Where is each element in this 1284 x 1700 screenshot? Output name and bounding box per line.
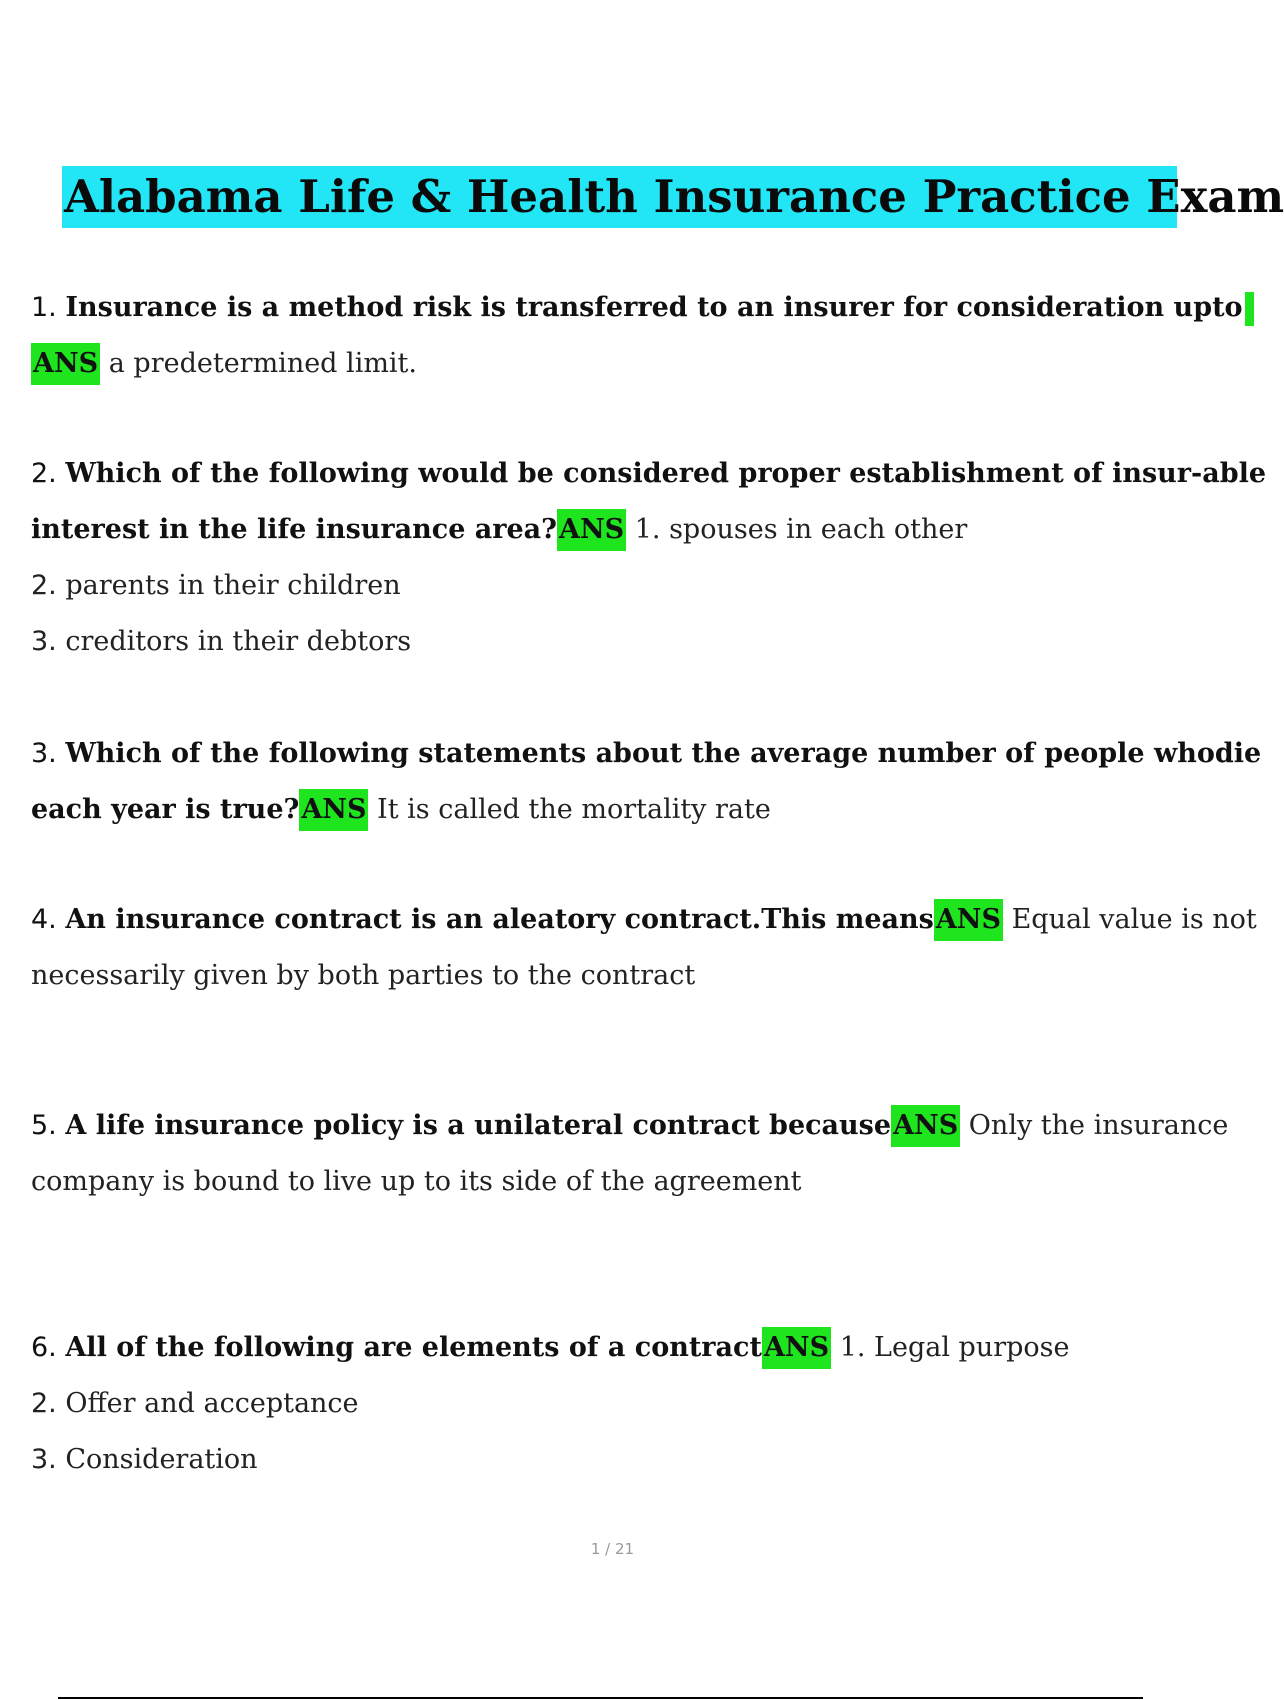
answer-text: Equal value is not	[1011, 904, 1257, 935]
answer-text: It is called the mortality rate	[377, 794, 771, 825]
question-1	[31, 280, 1243, 392]
question-number: 6.	[31, 1332, 57, 1363]
question-6	[31, 1320, 1181, 1488]
ans-label: ANS	[891, 1105, 960, 1147]
answer-text: 1. Legal purpose	[839, 1332, 1070, 1363]
question-stem: each year is true?	[31, 794, 300, 825]
question-stem: Insurance is a method risk is transferred to an insurer for consideration upto	[65, 292, 1243, 323]
question-number: 4.	[31, 904, 57, 935]
question-number: 5.	[31, 1110, 57, 1141]
answer-item: 2. Offer and acceptance	[31, 1388, 359, 1419]
question-2	[31, 446, 1267, 670]
ans-label: ANS	[31, 343, 100, 385]
answer-item: 3. creditors in their debtors	[31, 626, 412, 657]
page-title: Alabama Life & Health Insurance Practice Exam	[62, 166, 1177, 228]
answer-text: necessarily given by both parties to the contract	[31, 960, 696, 991]
highlight-mark	[1245, 292, 1254, 326]
page-number: 1 / 21	[590, 1540, 635, 1558]
question-stem: Which of the following would be considered proper establishment of insur-able	[65, 458, 1267, 489]
answer-text: a predetermined limit.	[108, 348, 417, 379]
answer-text: company is bound to live up to its side of the agreement	[31, 1166, 802, 1197]
answer-item: 2. parents in their children	[31, 570, 401, 601]
answer-text: Only the insurance	[968, 1110, 1229, 1141]
question-stem: A life insurance policy is a unilateral contract because	[65, 1110, 892, 1141]
answer-item: 3. Consideration	[31, 1444, 258, 1475]
ans-label: ANS	[762, 1327, 831, 1369]
ans-label: ANS	[934, 899, 1003, 941]
ans-label: ANS	[557, 509, 626, 551]
question-stem: An insurance contract is an aleatory contract.This means	[65, 904, 934, 935]
question-stem: interest in the life insurance area?	[31, 514, 557, 545]
question-4	[31, 892, 1257, 1004]
question-number: 1.	[31, 292, 57, 323]
ans-label: ANS	[299, 789, 368, 831]
question-3	[31, 726, 1262, 838]
question-number: 2.	[31, 458, 57, 489]
bottom-divider	[58, 1697, 1143, 1699]
answer-text: 1. spouses in each other	[634, 514, 968, 545]
question-5	[31, 1098, 1229, 1210]
question-stem: All of the following are elements of a contract	[65, 1332, 762, 1363]
question-number: 3.	[31, 738, 57, 769]
question-stem: Which of the following statements about the average number of people whodie	[65, 738, 1262, 769]
